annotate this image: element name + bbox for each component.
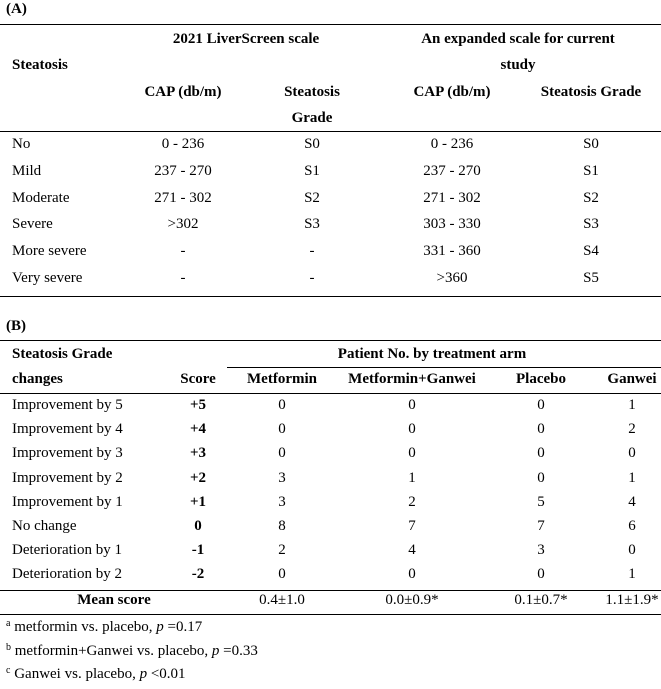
table-b-cell-score: +2 — [189, 469, 207, 486]
table-a-cell-cap1: - — [180, 243, 186, 260]
table-b-cell-mean: 0.1±0.7* — [514, 592, 568, 608]
table-b-cell-value: 1 — [628, 397, 636, 413]
table-b-cell-value: 2 — [628, 421, 636, 438]
table-a-cell-cap2: 0 - 236 — [430, 136, 474, 152]
table-a-col-cap1: CAP (db/m) — [144, 84, 222, 100]
table-a-cell-grade1: S2 — [304, 189, 320, 206]
table-b-cell-value: 0 — [537, 445, 545, 462]
table-a-group2-title-line1: An expanded scale for current — [421, 31, 615, 47]
table-a-col-cap2: CAP (db/m) — [413, 84, 491, 100]
table-a-row-label: Moderate — [12, 189, 70, 206]
table-a-col-grade2: Steatosis Grade — [540, 84, 642, 100]
table-a-cell-cap1: 0 - 236 — [161, 136, 205, 152]
table-a-cell-grade2: S1 — [583, 162, 599, 179]
table-a-cell-cap2: 237 - 270 — [423, 162, 481, 179]
table-b-arm-header: Metformin — [247, 371, 317, 387]
table-b-arm-header: Metformin+Ganwei — [348, 371, 476, 387]
table-b-cell-value: 5 — [537, 493, 545, 510]
table-a-group2-title-line2: study — [500, 57, 536, 73]
table-b-cell-value: 8 — [278, 518, 286, 534]
table-b-cell-value: 7 — [537, 518, 545, 534]
table-b-arm-header: Placebo — [516, 371, 566, 387]
table-b-row-label: No change — [12, 518, 77, 534]
table-a-row-label: More severe — [12, 243, 87, 260]
table-b-mean-rule — [0, 590, 661, 591]
table-a-cell-grade1: - — [309, 243, 315, 260]
table-b-row-label: Deterioration by 1 — [12, 542, 122, 559]
table-b-cell-score: +1 — [189, 493, 207, 510]
table-a-cell-grade2: S4 — [583, 243, 599, 260]
table-b-cell-score: 0 — [194, 518, 202, 534]
table-a-row-label: Severe — [12, 216, 53, 233]
table-b-row-label: Improvement by 5 — [12, 397, 123, 413]
table-b-cell-value: 3 — [278, 469, 286, 486]
table-a-cell-cap1: >302 — [167, 216, 199, 233]
table-a-row-label: No — [12, 136, 31, 152]
table-b-cell-value: 7 — [408, 518, 416, 534]
table-b-cell-value: 0 — [537, 397, 545, 413]
table-a-col-grade1-line2: Grade — [291, 110, 333, 126]
table-a-cell-cap1: - — [180, 270, 186, 286]
table-b-row-label: Improvement by 1 — [12, 493, 123, 510]
table-a-cell-grade2: S3 — [583, 216, 599, 233]
table-b-group-rule — [227, 367, 661, 368]
footnote: $^c$ Ganwei vs. placebo, p <0.01 — [6, 665, 186, 682]
table-b-cell-score: +5 — [189, 397, 207, 413]
table-b-cell-value: 3 — [278, 493, 286, 510]
table-a-cell-grade2: S5 — [583, 270, 599, 286]
table-b-cell-value: 0 — [537, 421, 545, 438]
table-a-cell-cap2: 331 - 360 — [423, 243, 481, 260]
footnote: $^a$ metformin vs. placebo, p =0.17 — [6, 618, 203, 635]
table-b-cell-value: 1 — [628, 469, 636, 486]
table-b-row-label: Improvement by 4 — [12, 421, 123, 438]
footnote: $^b$ metformin+Ganwei vs. placebo, p =0.33 — [6, 641, 258, 659]
table-b-cell-value: 0 — [408, 566, 416, 583]
table-a-cell-grade2: S0 — [583, 136, 599, 152]
table-a-row-header: Steatosis — [12, 57, 68, 73]
table-b-cell-value: 1 — [408, 469, 416, 486]
table-b-cell-value: 0 — [537, 469, 545, 486]
table-a-cell-cap1: 271 - 302 — [154, 189, 212, 206]
table-b-cell-value: 0 — [537, 566, 545, 583]
table-b-cell-value: 2 — [278, 542, 286, 559]
table-a-row-label: Very severe — [12, 270, 83, 286]
table-b-cell-value: 3 — [537, 542, 545, 559]
table-a-cell-grade2: S2 — [583, 189, 599, 206]
table-a-cell-grade1: S1 — [304, 162, 320, 179]
table-a-label: (A) — [6, 1, 27, 17]
table-a-cell-grade1: S0 — [304, 136, 320, 152]
table-b-cell-value: 4 — [408, 542, 416, 559]
table-b-cell-score: -1 — [191, 542, 205, 559]
table-b-cell-value: 0 — [408, 421, 416, 438]
table-b-group-title: Patient No. by treatment arm — [337, 346, 527, 362]
table-b-header-line2: changes — [12, 371, 63, 387]
table-b-cell-value: 0 — [408, 445, 416, 462]
table-a-bottom-rule — [0, 296, 661, 297]
table-b-cell-value: 0 — [408, 397, 416, 413]
table-b-cell-score: -2 — [191, 566, 205, 583]
table-b-header-rule — [0, 393, 661, 394]
table-b-cell-mean: 0.0±0.9* — [385, 592, 439, 608]
table-b-cell-mean: 1.1±1.9* — [605, 592, 659, 608]
table-b-label: (B) — [6, 318, 26, 334]
table-a-cell-grade1: - — [309, 270, 315, 286]
table-a-row-label: Mild — [12, 162, 42, 179]
table-b-cell-value: 0 — [278, 566, 286, 583]
table-b-cell-value: 6 — [628, 518, 636, 534]
table-b-bottom-rule — [0, 614, 661, 615]
table-a-cell-cap1: 237 - 270 — [154, 162, 212, 179]
table-b-header-line1: Steatosis Grade — [12, 346, 113, 362]
table-a-top-rule — [0, 24, 661, 25]
table-b-score-header: Score — [180, 371, 216, 387]
table-b-row-label: Improvement by 3 — [12, 445, 123, 462]
table-b-cell-value: 2 — [408, 493, 416, 510]
table-a-group1-title: 2021 LiverScreen scale — [172, 31, 320, 47]
table-b-cell-mean: 0.4±1.0 — [259, 592, 305, 608]
table-b-row-label: Deterioration by 2 — [12, 566, 122, 583]
table-b-cell-value: 4 — [628, 493, 636, 510]
table-b-arm-header: Ganwei — [607, 371, 657, 387]
table-b-cell-value: 0 — [278, 421, 286, 438]
table-b-cell-value: 1 — [628, 566, 636, 583]
table-b-cell-value: 0 — [278, 445, 286, 462]
table-b-cell-score: +4 — [189, 421, 207, 438]
table-b-cell-value: 0 — [628, 445, 636, 462]
table-b-cell-value: 0 — [628, 542, 636, 559]
table-a-col-grade1-line1: Steatosis — [284, 84, 340, 100]
table-a-header-rule — [0, 131, 661, 132]
table-a-cell-grade1: S3 — [304, 216, 320, 233]
table-a-cell-cap2: >360 — [436, 270, 468, 286]
table-a-cell-cap2: 271 - 302 — [423, 189, 481, 206]
table-b-mean-label: Mean score — [77, 592, 151, 608]
table-b-cell-value: 0 — [278, 397, 286, 413]
table-a-cell-cap2: 303 - 330 — [423, 216, 481, 233]
table-b-top-rule — [0, 340, 661, 341]
table-b-cell-score: +3 — [189, 445, 207, 462]
table-b-row-label: Improvement by 2 — [12, 469, 123, 486]
